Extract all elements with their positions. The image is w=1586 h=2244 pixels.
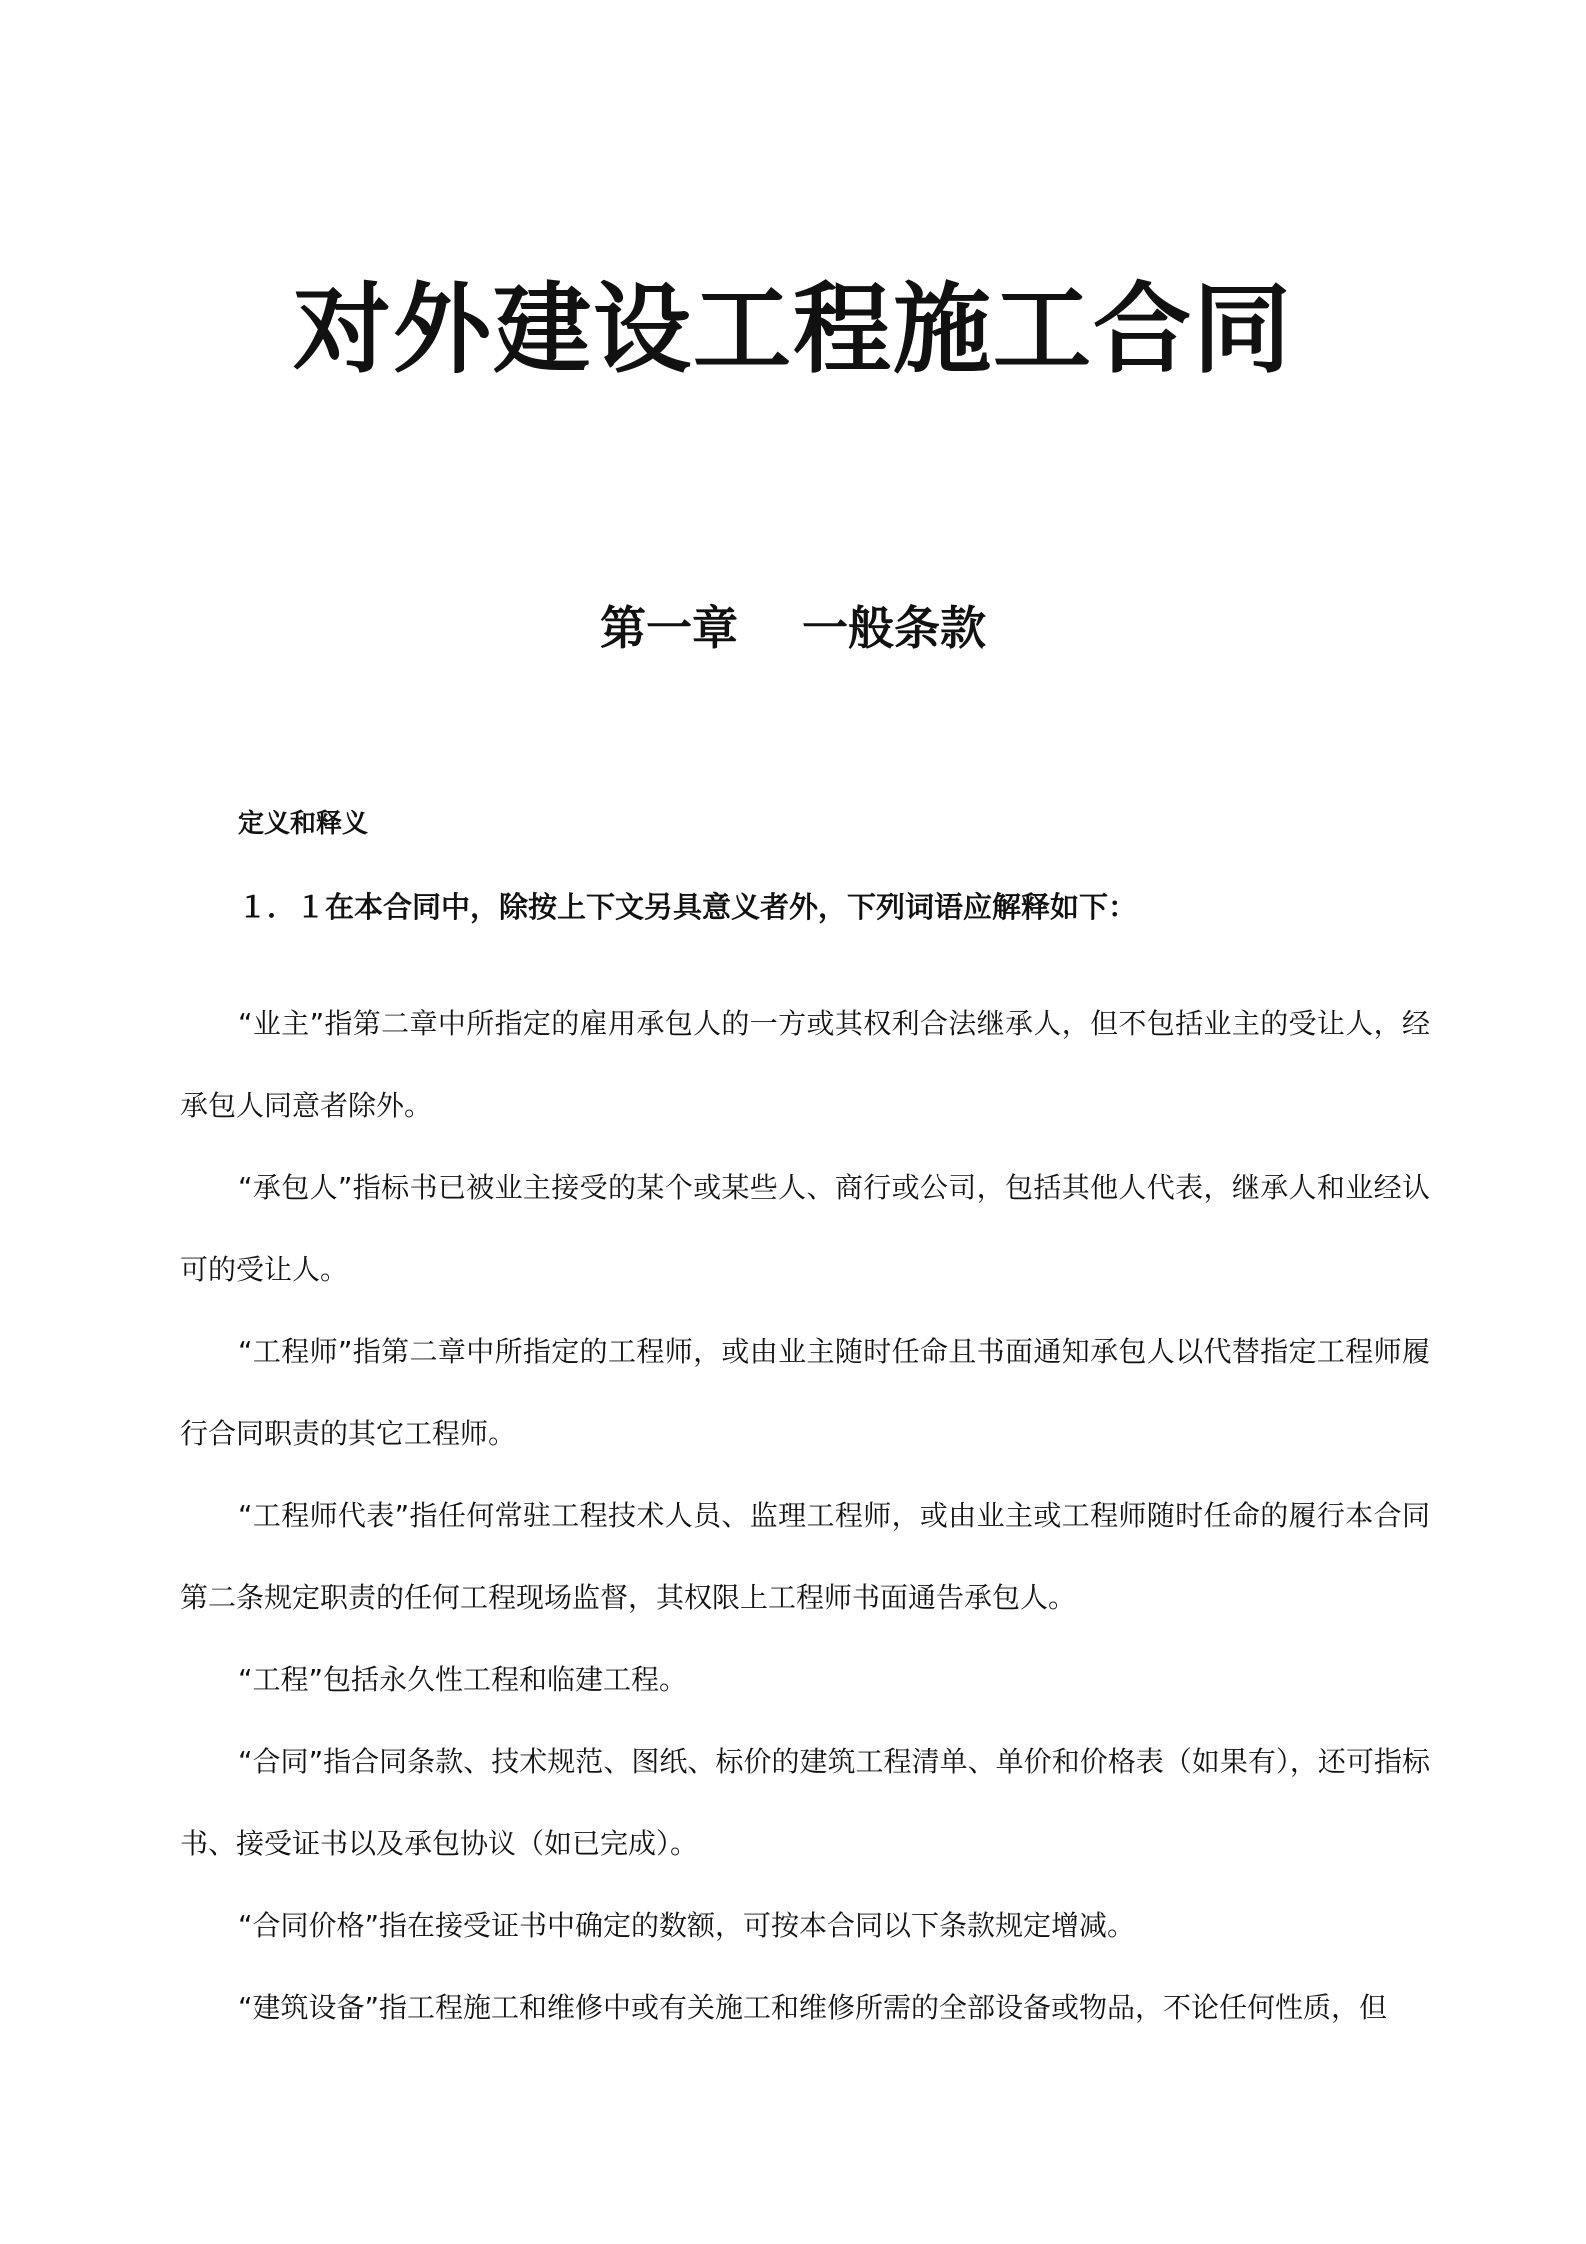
paragraph-construction-equipment-definition: “建筑设备”指工程施工和维修中或有关施工和维修所需的全部设备或物品，不论任何性质，但 [238,1991,1388,2024]
paragraph-works-definition: “工程”包括永久性工程和临建工程。 [238,1663,688,1696]
section-heading: 定义和释义 [238,809,369,839]
paragraph-engineer-representative-definition: “工程师代表”指任何常驻工程技术人员、监理工程师，或由业主或工程师随时任命的履行本合同第二条规定职责的任何工程现场监督，其权限上工程师书面通告承包人。 [180,1499,1430,1614]
paragraph-contractor-definition: “承包人”指标书已被业主接受的某个或某些人、商行或公司，包括其他人代表，继承人和业经认可的受让人。 [180,1171,1430,1286]
paragraph-contract-definition: “合同”指合同条款、技术规范、图纸、标价的建筑工程清单、单价和价格表（如果有），还可指标书、接受证书以及承包协议（如已完成）。 [180,1745,1430,1860]
paragraph-engineer-definition: “工程师”指第二章中所指定的工程师，或由业主随时任命且书面通知承包人以代替指定工程师履行合同职责的其它工程师。 [180,1335,1430,1450]
paragraph-contract-price-definition: “合同价格”指在接受证书中确定的数额，可按本合同以下条款规定增减。 [238,1909,1136,1942]
paragraph-owner-definition: “业主”指第二章中所指定的雇用承包人的一方或其权利合法继承人，但不包括业主的受让人，经承包人同意者除外。 [180,1007,1430,1122]
chapter-title: 第一章 一般条款 [599,601,987,655]
clause-heading: １．１在本合同中，除按上下文另具意义者外，下列词语应解释如下： [238,890,1138,924]
document-title: 对外建设工程施工合同 [292,273,1293,387]
